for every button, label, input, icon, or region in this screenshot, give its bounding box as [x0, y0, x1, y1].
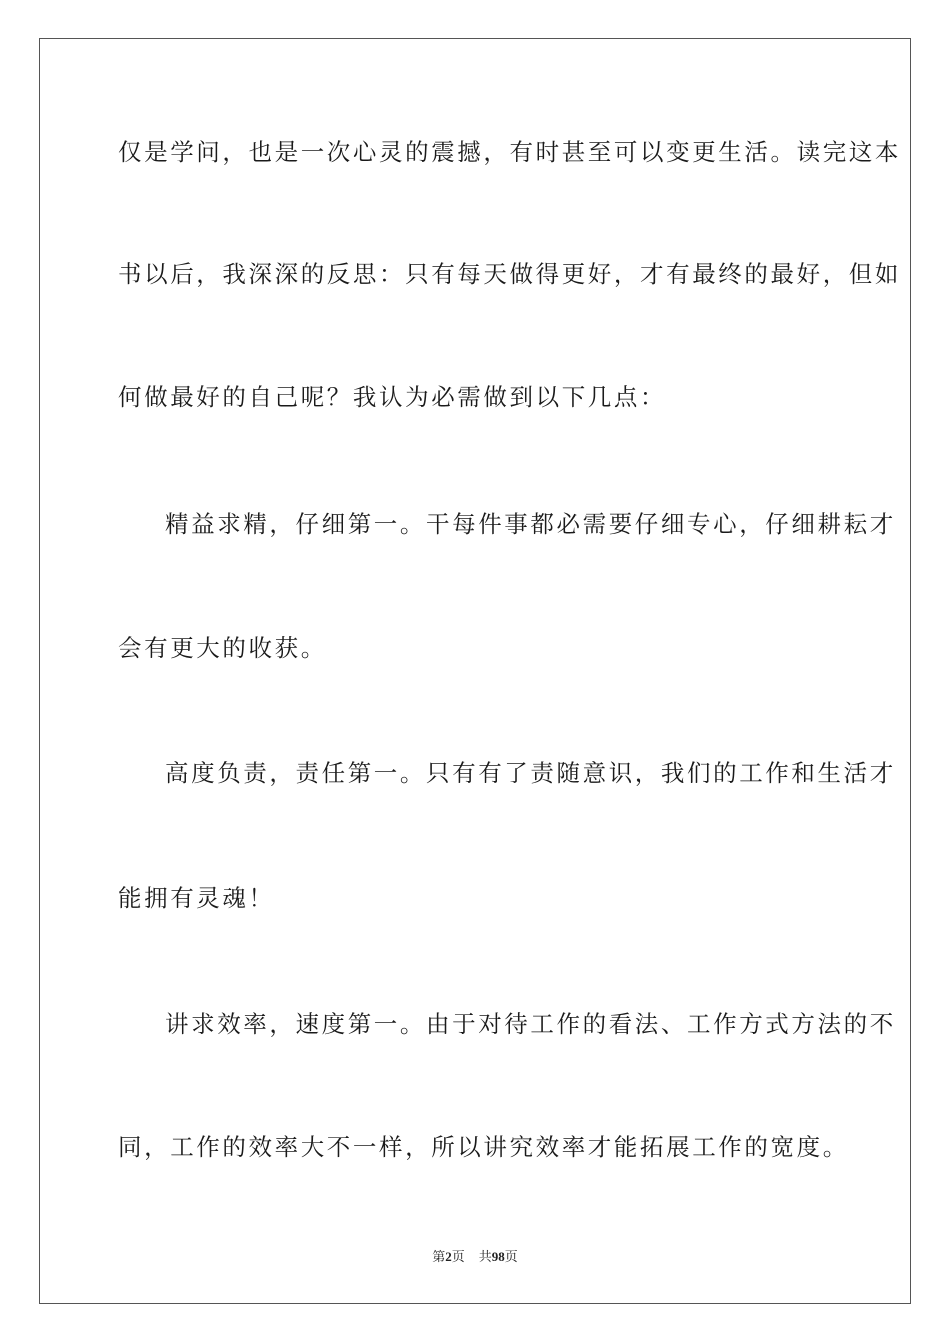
page-suffix: 页 — [451, 1250, 465, 1265]
page-number: 2 — [445, 1249, 452, 1264]
total-pages: 98 — [491, 1249, 505, 1264]
total-prefix: 共 — [478, 1250, 492, 1265]
paragraph-first-line: 精益求精，仔细第一。干每件事都必需要仔细专心，仔细耕耘才 — [165, 510, 896, 538]
body-text-line: 能拥有灵魂！ — [118, 884, 275, 912]
paragraph-first-line: 讲求效率，速度第一。由于对待工作的看法、工作方式方法的不 — [165, 1010, 896, 1038]
body-text-line: 同，工作的效率大不一样，所以讲究效率才能拓展工作的宽度。 — [118, 1133, 849, 1161]
page-frame — [39, 38, 911, 1304]
body-text-line: 仅是学问，也是一次心灵的震撼，有时甚至可以变更生活。读完这本 — [118, 138, 901, 166]
page-prefix: 第 — [432, 1250, 446, 1265]
body-text-line: 书以后，我深深的反思：只有每天做得更好，才有最终的最好，但如 — [118, 260, 901, 288]
body-text-line: 何做最好的自己呢？我认为必需做到以下几点： — [118, 383, 667, 411]
paragraph-first-line: 高度负责，责任第一。只有有了责随意识，我们的工作和生活才 — [165, 759, 896, 787]
total-suffix: 页 — [504, 1250, 518, 1265]
body-text-line: 会有更大的收获。 — [118, 634, 327, 662]
page-footer — [0, 1248, 950, 1267]
